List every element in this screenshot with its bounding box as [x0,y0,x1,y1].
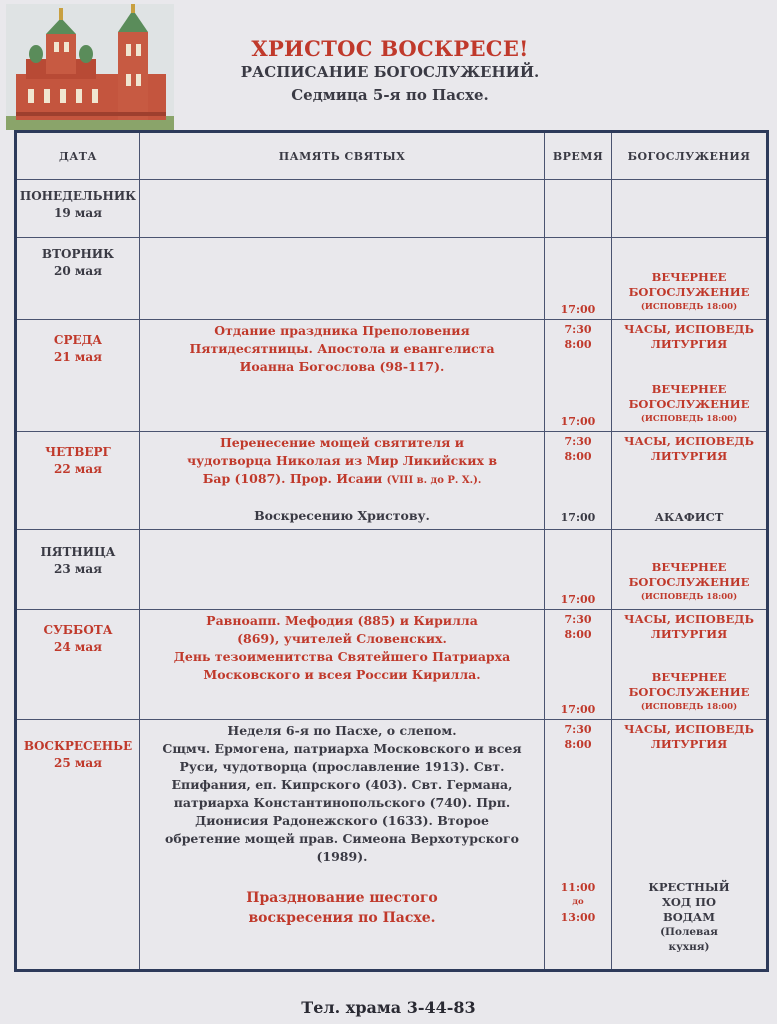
celebration-text: Празднование шестого воскресения по Пасхе. [246,890,438,926]
service-name: ЧАСЫ, ИСПОВЕДЬ [624,322,754,336]
time-value: 17:00 [560,415,596,428]
service-note: (ИСПОВЕДЬ 18:00) [640,414,738,424]
day-name: ПОНЕДЕЛЬНИК [19,189,137,203]
time-cell [545,432,612,530]
time-value: 8:00 [564,738,592,751]
day-cell [16,610,140,720]
time-value: 17:00 [560,593,596,606]
time-value: 17:00 [560,511,596,524]
footer-phone: Тел. храма 3-44-83 [301,998,476,1017]
time-value: 17:00 [560,303,596,316]
time-value: 8:00 [564,628,592,641]
service-name: ЛИТУРГИЯ [650,449,728,463]
time-value: 13:00 [560,911,596,924]
time-value: 7:30 [564,613,592,626]
day-name: ЧЕТВЕРГ [45,445,111,459]
column-header-time: ВРЕМЯ [545,132,612,180]
service-name: ВЕЧЕРНЕЕ БОГОСЛУЖЕНИЕ [628,382,750,411]
saints-text-small: (VIII в. до Р. Х.). [386,475,482,486]
table-row-tuesday [16,238,768,320]
service-note: (ИСПОВЕДЬ 18:00) [640,592,738,602]
saints-cell [140,610,545,720]
table-row-sunday [16,720,768,971]
time-value: 7:30 [564,435,592,448]
day-cell [16,238,140,320]
service-note: (Полевая кухня) [660,926,718,953]
saints-cell [140,720,545,971]
time-cell [545,530,612,610]
schedule-table [14,130,769,972]
time-cell [545,320,612,432]
day-name: ПЯТНИЦА [40,545,116,559]
service-name: ВЕЧЕРНЕЕ БОГОСЛУЖЕНИЕ [628,560,750,589]
time-value: 7:30 [564,323,592,336]
day-date: 20 мая [54,264,102,278]
day-date: 19 мая [54,206,102,220]
service-name: ВЕЧЕРНЕЕ БОГОСЛУЖЕНИЕ [628,670,750,699]
service-name: ЧАСЫ, ИСПОВЕДЬ [624,434,754,448]
services-cell [612,530,768,610]
day-name: СУББОТА [43,623,113,637]
time-value: 7:30 [564,723,592,736]
time-separator: до [572,897,584,907]
services-cell [612,432,768,530]
saints-text: Равноапп. Мефодия (885) и Кирилла (869), учителей Словенских. [206,613,478,646]
time-cell [545,180,612,238]
name-day-text: День тезоименитства Святейшего Патриарха Московского и всея России Кирилла. [173,649,511,682]
column-header-date: ДАТА [16,132,140,180]
saints-text: Перенесение мощей святителя и чудотворца Николая из Мир Ликийских в Бар (1087). Прор. Исаии [186,435,498,486]
akathist-dedication: Воскресению Христову. [254,508,430,523]
day-name: ВОСКРЕСЕНЬЕ [23,739,133,753]
services-cell [612,180,768,238]
service-name: ЛИТУРГИЯ [650,737,728,751]
service-name: ЛИТУРГИЯ [650,337,728,351]
day-date: 25 мая [54,756,102,770]
day-name: ВТОРНИК [41,247,115,261]
saints-text: Отдание праздника Преполовения Пятидесятницы. Апостола и евангелиста Иоанна Богослова (98-117). [189,323,495,374]
saints-cell [140,238,545,320]
time-value: 17:00 [560,703,596,716]
week-heading: Седмица 5-я по Пасхе. [291,86,489,104]
service-name: ЧАСЫ, ИСПОВЕДЬ [624,612,754,626]
service-name: ЧАСЫ, ИСПОВЕДЬ [624,722,754,736]
time-value: 11:00 [560,881,596,894]
table-row-monday [16,180,768,238]
time-cell [545,720,612,971]
schedule-heading: РАСПИСАНИЕ БОГОСЛУЖЕНИЙ. [240,63,540,81]
services-cell [612,320,768,432]
church-illustration [6,4,174,130]
column-header-services: БОГОСЛУЖЕНИЯ [612,132,768,180]
column-header-saints: ПАМЯТЬ СВЯТЫХ [140,132,545,180]
service-note: (ИСПОВЕДЬ 18:00) [640,302,738,312]
day-cell [16,720,140,971]
service-name: КРЕСТНЫЙ ХОД ПО ВОДАМ [648,880,730,924]
saints-text: Сщмч. Ермогена, патриарха Московского и всея Руси, чудотворца (прославление 1913). Свт. Епифания, еп. Кипрского (403). Свт. Германа, патриарха Константинопольского (740). Прп. Дионисия Радонежского (1633). Второе обретение мощей прав. Симеона Верхотурского (1989). [162,741,522,864]
services-cell [612,720,768,971]
services-cell [612,610,768,720]
day-cell [16,530,140,610]
day-date: 22 мая [54,462,102,476]
table-row-wednesday [16,320,768,432]
table-row-friday [16,530,768,610]
time-cell [545,238,612,320]
day-cell [16,432,140,530]
saints-cell [140,320,545,432]
page-title: ХРИСТОС ВОСКРЕСЕ! [251,36,529,61]
table-row-thursday [16,432,768,530]
time-value: 8:00 [564,338,592,351]
header [0,0,777,128]
day-cell [16,320,140,432]
sunday-title: Неделя 6-я по Пасхе, о слепом. [227,723,457,738]
day-cell [16,180,140,238]
service-name: ВЕЧЕРНЕЕ БОГОСЛУЖЕНИЕ [628,270,750,299]
day-name: СРЕДА [53,333,103,347]
time-value: 8:00 [564,450,592,463]
day-date: 24 мая [54,640,102,654]
day-date: 21 мая [54,350,102,364]
service-name: ЛИТУРГИЯ [650,627,728,641]
table-header-row [16,132,768,180]
table-row-saturday [16,610,768,720]
saints-cell [140,180,545,238]
services-cell [612,238,768,320]
saints-cell [140,530,545,610]
service-note: (ИСПОВЕДЬ 18:00) [640,702,738,712]
service-name: АКАФИСТ [654,510,724,524]
day-date: 23 мая [54,562,102,576]
time-cell [545,610,612,720]
saints-cell [140,432,545,530]
